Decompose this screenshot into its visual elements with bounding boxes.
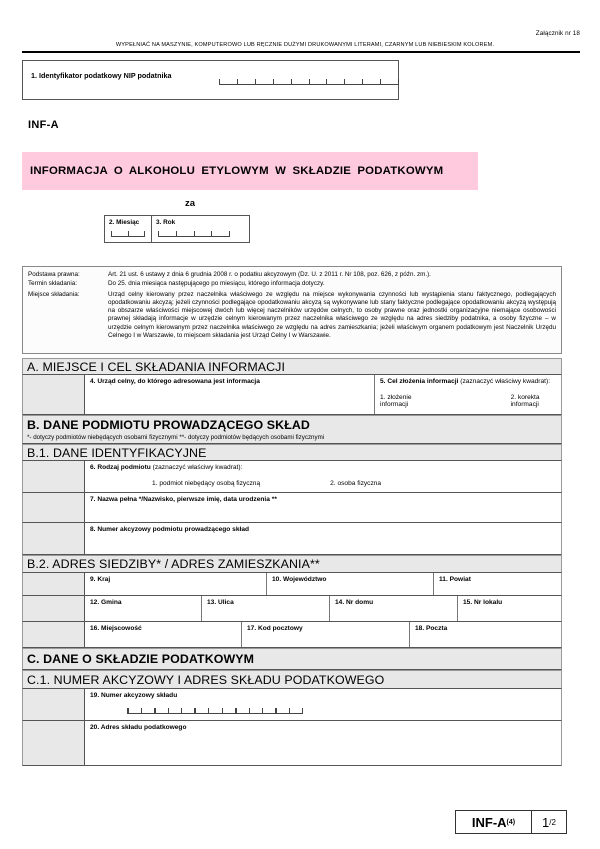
footer-form-version: (4) bbox=[506, 818, 516, 826]
row-gutter bbox=[23, 689, 85, 720]
field-19-numer-akcyzowy-skladu[interactable] bbox=[85, 689, 561, 720]
row-gutter bbox=[23, 721, 85, 765]
field-6-row bbox=[22, 461, 562, 493]
field-19-input-comb[interactable] bbox=[127, 703, 303, 714]
year-label: 3. Rok bbox=[156, 219, 176, 226]
comb-cell[interactable] bbox=[255, 79, 273, 84]
row-gutter bbox=[23, 493, 85, 522]
section-b2-header bbox=[22, 555, 562, 573]
legal-value: Art. 21 ust. 6 ustawy z dnia 6 grudnia 2008 r. o podatku akcyzowym (Dz. U. z 2011 r. Nr 108, poz. 626, z późn. zm.). bbox=[108, 271, 431, 278]
comb-cell[interactable] bbox=[262, 708, 275, 713]
comb-cell[interactable] bbox=[181, 708, 194, 713]
section-c-title: C. DANE O SKŁADZIE PODATKOWYM bbox=[27, 652, 255, 666]
section-a-title: A. MIEJSCE I CEL SKŁADANIA INFORMACJI bbox=[27, 359, 285, 374]
field-10-label: 10. Województwo bbox=[272, 576, 327, 583]
legal-value: Urząd celny kierowany przez naczelnika właściwego ze względu na miejsce wykonywania czynności lub wystąpienia stanu faktycznego, podlegających opodatkowaniu akcyzą; jeżeli czynności podlegające opodatkowaniu akcyzą są wykonywane lub stany faktyczne podlegające opodatkowaniu akcyzą występują na obszarze właściwości miejscowej dwóch lub więcej naczelników urzędów celnych, to osoby prawne oraz jednostki organizacyjne niemające osobowości prawnej składają informacje w urzędzie celnym kierowanym przez naczelnika właściwego ze względu na adres siedziby podatnika, a osoby fizyczne – w urzędzie celnym kierowanym przez naczelnika właściwego ze względu na adres zamieszkania; jeżeli właściwym organem podatkowym jest Naczelnik Urzędu Celnego I w Warszawie, to miejscem składania jest Urząd Celny I w Warszawie. bbox=[108, 290, 556, 340]
field-18-poczta[interactable] bbox=[410, 622, 561, 647]
field-6-option-1[interactable]: 1. podmiot niebędący osobą fizyczną bbox=[152, 480, 261, 487]
field-19-row bbox=[22, 689, 562, 721]
header-divider bbox=[22, 51, 580, 53]
field-15-nr-lokalu[interactable] bbox=[458, 596, 561, 621]
comb-cell[interactable] bbox=[158, 231, 176, 236]
nip-input-comb[interactable] bbox=[219, 74, 399, 85]
field-10-wojewodztwo[interactable] bbox=[267, 573, 434, 595]
form-title-banner bbox=[22, 152, 478, 190]
field-9-kraj[interactable] bbox=[85, 573, 267, 595]
comb-cell[interactable] bbox=[128, 231, 146, 236]
month-label: 2. Miesiąc bbox=[109, 219, 140, 226]
comb-cell[interactable] bbox=[211, 231, 230, 236]
field-13-ulica[interactable] bbox=[202, 596, 330, 621]
field-13-label: 13. Ulica bbox=[207, 599, 234, 606]
section-a-fields-row bbox=[22, 375, 562, 415]
field-17-label: 17. Kod pocztowy bbox=[247, 625, 303, 632]
row-gutter bbox=[23, 523, 85, 554]
section-b1-title: B.1. DANE IDENTYFIKACYJNE bbox=[27, 445, 207, 460]
field-5-options bbox=[380, 394, 561, 408]
section-a-header bbox=[22, 358, 562, 375]
comb-cell[interactable] bbox=[154, 708, 168, 713]
year-input-comb[interactable] bbox=[158, 226, 230, 237]
field-14-label: 14. Nr domu bbox=[335, 599, 374, 606]
comb-cell[interactable] bbox=[326, 79, 344, 84]
comb-cell[interactable] bbox=[380, 79, 399, 84]
section-b-header bbox=[22, 415, 562, 433]
legal-row bbox=[28, 291, 556, 341]
page-footer bbox=[455, 810, 567, 834]
fill-instruction: WYPEŁNIAĆ NA MASZYNIE, KOMPUTEROWO LUB RĘCZNIE DUŻYMI DRUKOWANYMI LITERAMI, CZARNYM LUB NIEBIESKIM KOLOREM. bbox=[115, 42, 495, 48]
section-c-header bbox=[22, 648, 562, 670]
field-19-label: 19. Numer akcyzowy składu bbox=[90, 692, 178, 699]
period-prefix-label: za bbox=[184, 198, 196, 209]
nip-label: 1. Identyfikator podatkowy NIP podatnika bbox=[31, 71, 172, 80]
field-11-powiat[interactable] bbox=[434, 573, 561, 595]
row-gutter bbox=[23, 461, 85, 492]
address-row-2 bbox=[22, 596, 562, 622]
field-12-label: 12. Gmina bbox=[90, 599, 122, 606]
address-row-1 bbox=[22, 573, 562, 596]
row-gutter bbox=[23, 622, 85, 647]
comb-cell[interactable] bbox=[291, 79, 309, 84]
comb-cell[interactable] bbox=[168, 708, 181, 713]
field-8-label: 8. Numer akcyzowy podmiotu prowadzącego skład bbox=[90, 526, 250, 533]
field-8-row bbox=[22, 523, 562, 555]
comb-cell[interactable] bbox=[111, 231, 128, 236]
legal-label: Miejsce składania: bbox=[28, 290, 80, 298]
field-4-urzad-celny[interactable] bbox=[85, 375, 375, 414]
field-12-gmina[interactable] bbox=[85, 596, 202, 621]
field-5-option-1[interactable]: 1. złożenie informacji bbox=[380, 394, 412, 408]
comb-cell[interactable] bbox=[208, 708, 221, 713]
comb-cell[interactable] bbox=[273, 79, 291, 84]
comb-cell[interactable] bbox=[309, 79, 327, 84]
legal-row bbox=[28, 271, 556, 279]
comb-cell[interactable] bbox=[289, 708, 303, 713]
field-6-option-2[interactable]: 2. osoba fizyczna bbox=[330, 480, 382, 487]
row-gutter bbox=[23, 596, 85, 621]
comb-cell[interactable] bbox=[237, 79, 255, 84]
comb-cell[interactable] bbox=[249, 708, 262, 713]
comb-cell[interactable] bbox=[176, 231, 194, 236]
comb-cell[interactable] bbox=[194, 231, 212, 236]
field-17-kod-pocztowy[interactable] bbox=[242, 622, 410, 647]
field-16-label: 16. Miejscowość bbox=[90, 625, 142, 632]
address-row-3 bbox=[22, 622, 562, 648]
field-20-row bbox=[22, 721, 562, 766]
field-5-label: 5. Cel złożenia informacji (zaznaczyć właściwy kwadrat): bbox=[380, 378, 551, 385]
legal-row bbox=[28, 280, 556, 288]
period-box bbox=[104, 215, 250, 243]
legal-label: Termin składania: bbox=[28, 280, 77, 288]
footer-page-total: /2 bbox=[549, 817, 556, 827]
field-16-miejscowosc[interactable] bbox=[85, 622, 242, 647]
footer-form-code-text: INF-A bbox=[471, 814, 507, 830]
field-5-cel-zlozenia[interactable] bbox=[375, 375, 561, 414]
field-4-label: 4. Urząd celny, do którego adresowana jest informacja bbox=[90, 378, 260, 385]
section-b1-header bbox=[22, 444, 562, 461]
month-input-comb[interactable] bbox=[111, 226, 145, 237]
comb-cell[interactable] bbox=[222, 708, 235, 713]
field-7-nazwa-pelna[interactable] bbox=[85, 493, 561, 522]
comb-cell[interactable] bbox=[194, 708, 208, 713]
comb-cell[interactable] bbox=[219, 79, 237, 84]
field-18-label: 18. Poczta bbox=[415, 625, 448, 632]
field-6-label: 6. Rodzaj podmiotu (zaznaczyć właściwy kwadrat): bbox=[90, 464, 243, 471]
section-c1-title: C.1. NUMER AKCYZOWY I ADRES SKŁADU PODATKOWEGO bbox=[27, 672, 385, 687]
attachment-note: Załącznik nr 18 bbox=[535, 30, 580, 37]
month-field[interactable] bbox=[105, 216, 152, 242]
form-code: INF-A bbox=[28, 119, 59, 131]
comb-cell[interactable] bbox=[235, 708, 249, 713]
field-6-options bbox=[90, 480, 561, 487]
legal-value: Do 25. dnia miesiąca następującego po miesiącu, którego informacja dotyczy. bbox=[108, 280, 325, 288]
section-c1-header bbox=[22, 670, 562, 689]
form-title: INFORMACJA O ALKOHOLU ETYLOWYM W SKŁADZIE PODATKOWYM bbox=[30, 165, 444, 177]
comb-cell[interactable] bbox=[141, 708, 154, 713]
section-b-footnote: *- dotyczy podmiotów niebędących osobami fizycznymi **- dotyczy podmiotów będących osobami fizycznymi bbox=[22, 433, 562, 444]
footer-page-current: 1 bbox=[542, 814, 550, 830]
section-b2-title: B.2. ADRES SIEDZIBY* / ADRES ZAMIESZKANIA** bbox=[27, 557, 320, 571]
field-14-nr-domu[interactable] bbox=[330, 596, 458, 621]
row-gutter bbox=[23, 375, 85, 414]
row-gutter bbox=[23, 573, 85, 595]
field-11-label: 11. Powiat bbox=[439, 576, 471, 583]
comb-cell[interactable] bbox=[362, 79, 380, 84]
comb-cell[interactable] bbox=[127, 708, 141, 713]
footer-form-code bbox=[456, 811, 532, 833]
field-20-label: 20. Adres składu podatkowego bbox=[90, 724, 187, 731]
comb-cell[interactable] bbox=[344, 79, 362, 84]
footer-page-number bbox=[532, 811, 566, 833]
field-7-row bbox=[22, 493, 562, 523]
field-6-rodzaj-podmiotu[interactable] bbox=[85, 461, 561, 492]
field-20-adres-skladu[interactable] bbox=[85, 721, 561, 765]
section-b-title: B. DANE PODMIOTU PROWADZĄCEGO SKŁAD bbox=[27, 417, 310, 432]
nip-field-box[interactable] bbox=[22, 60, 399, 100]
field-7-label: 7. Nazwa pełna */Nazwisko, pierwsze imię, data urodzenia ** bbox=[90, 496, 277, 503]
field-8-numer-akcyzowy-podmiotu[interactable] bbox=[85, 523, 561, 554]
legal-label: Podstawa prawna: bbox=[28, 271, 80, 278]
legal-basis-block bbox=[22, 266, 562, 354]
comb-cell[interactable] bbox=[275, 708, 289, 713]
field-9-label: 9. Kraj bbox=[90, 576, 111, 583]
year-field[interactable] bbox=[152, 216, 249, 242]
field-5-option-2[interactable]: 2. korekta informacji bbox=[510, 394, 540, 408]
field-15-label: 15. Nr lokalu bbox=[463, 599, 503, 606]
